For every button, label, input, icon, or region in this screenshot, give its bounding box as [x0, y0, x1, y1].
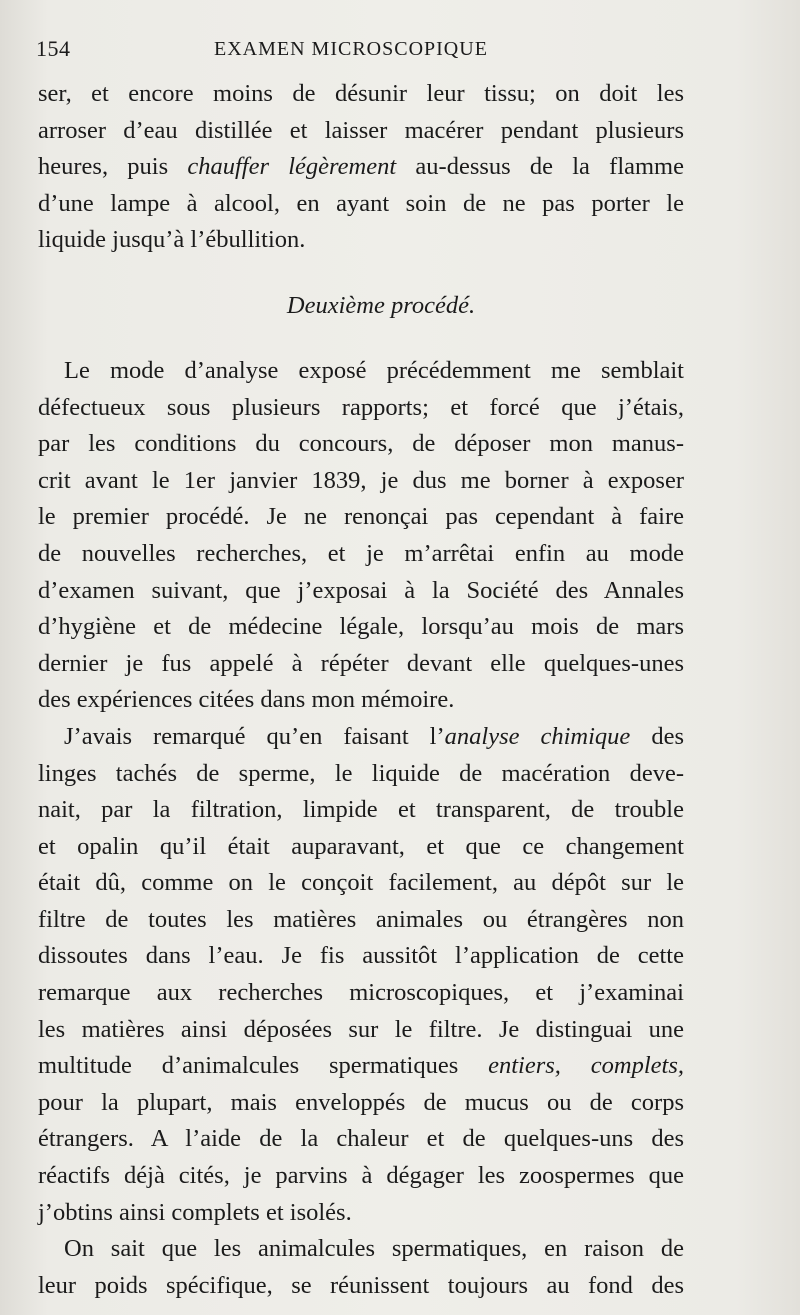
text-line: j’obtins ainsi complets et isolés.: [38, 1198, 352, 1226]
text-line: d’examen suivant, que j’exposai à la Société des Annales: [38, 576, 684, 604]
text-line: dernier je fus appelé à répéter devant elle quelques-unes: [38, 649, 684, 677]
text-line: crit avant le 1er janvier 1839, je dus me borner à exposer: [38, 466, 684, 494]
text-line: réactifs déjà cités, je parvins à dégager les zoospermes que: [38, 1162, 684, 1190]
text-line: d’une lampe à alcool, en ayant soin de ne pas porter le: [38, 189, 684, 217]
page-number: 154: [36, 36, 71, 61]
text-line: filtre de toutes les matières animales ou étrangères non: [38, 905, 684, 933]
text-line: remarque aux recherches microscopiques, et j’examinai: [38, 979, 684, 1007]
text-line: et opalin qu’il était auparavant, et que ce changement: [38, 832, 684, 860]
text-line: étrangers. A l’aide de la chaleur et de quelques-uns des: [38, 1125, 684, 1153]
text-line: nait, par la filtration, limpide et transparent, de trouble: [38, 796, 684, 824]
text-line: multitude d’animalcules spermatiques entiers, complets,: [38, 1052, 684, 1080]
text-line: des expériences citées dans mon mémoire.: [38, 686, 455, 714]
text-line: On sait que les animalcules spermatiques, en raison de: [64, 1235, 684, 1263]
page-header: [36, 36, 686, 68]
running-title: EXAMEN MICROSCOPIQUE: [214, 38, 488, 60]
text-line: d’hygiène et de médecine légale, lorsqu’au mois de mars: [38, 613, 684, 641]
text-line: de nouvelles recherches, et je m’arrêtai enfin au mode: [38, 539, 684, 567]
text-line: dissoutes dans l’eau. Je fis aussitôt l’application de cette: [38, 942, 684, 970]
text-line: défectueux sous plusieurs rapports; et forcé que j’étais,: [38, 393, 684, 421]
section-subheading: Deuxième procédé.: [286, 291, 476, 319]
paragraph-4: [38, 1231, 684, 1304]
text-line: liquide jusqu’à l’ébullition.: [38, 226, 306, 254]
text-body: [38, 76, 684, 1304]
text-line: linges tachés de sperme, le liquide de macération deve-: [38, 759, 684, 787]
text-line: le premier procédé. Je ne renonçai pas cependant à faire: [38, 503, 684, 531]
paragraph-3: [38, 719, 684, 1231]
text-line: les matières ainsi déposées sur le filtre. Je distinguai une: [38, 1015, 684, 1043]
text-line: ser, et encore moins de désunir leur tissu; on doit les: [38, 80, 684, 107]
text-line: J’avais remarqué qu’en faisant l’analyse chimique des: [64, 722, 684, 750]
paragraph-1: [38, 76, 684, 259]
text-line: leur poids spécifique, se réunissent toujours au fond des: [38, 1271, 684, 1299]
paragraph-2: [38, 353, 684, 719]
text-line: Le mode d’analyse exposé précédemment me semblait: [64, 356, 684, 384]
text-line: était dû, comme on le conçoit facilement, au dépôt sur le: [38, 869, 684, 897]
text-line: pour la plupart, mais enveloppés de mucus ou de corps: [38, 1088, 684, 1116]
text-line: arroser d’eau distillée et laisser macérer pendant plusieurs: [38, 116, 684, 144]
text-line: par les conditions du concours, de déposer mon manus-: [38, 430, 684, 458]
text-line: heures, puis chauffer légèrement au-dessus de la flamme: [38, 153, 684, 181]
